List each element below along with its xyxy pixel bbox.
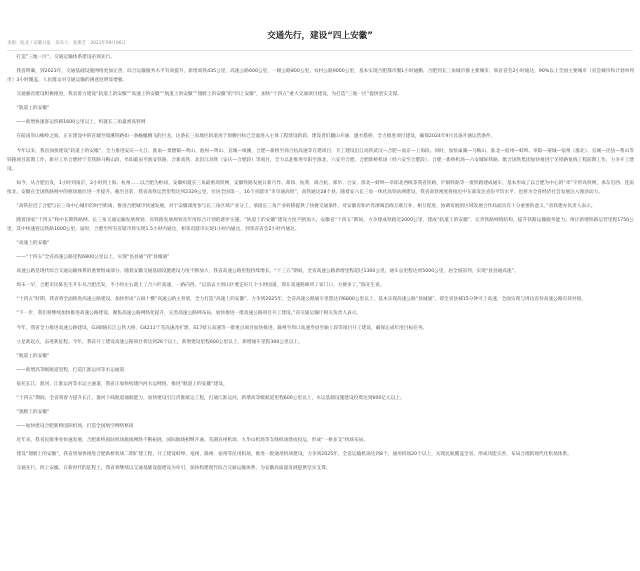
article-paragraph: ——加快建设合肥新桥国际机场，打造全国航空网络枢纽 — [16, 424, 134, 430]
article-paragraph: 我省明确，到2023年，交通基础设施网络更加完善，综合运输服务水平有效提升，新增高铁435公里，高速公路600公里，一级公路800公里，农村公路9000公里，基本实现合肥都市圈1小时通勤，合肥到长三角城市群主要城市、领省省会2小时通达，90%以上全国主要城市（省会城市和计划单列市）3小时覆盖，人民群众对交通运输的满意度明显增强。 — [7, 69, 634, 84]
article-paragraph: “高铁拉近了合肥与长三角中心城市的时空距离，推进合肥城市快速发展，对于安徽深度参与长三角区域产业分工，承接长三角产业转移提供了快捷交通条件，对安徽省和庐苏浙闽沿线互联互补、相互促进、协调发展的区域发展合作局面具有十分重要的意义。”省铁建办负责人表示。 — [16, 203, 596, 209]
meta-source: 来源：皖北 / 安徽日报 — [7, 41, 51, 46]
article-paragraph: 依托长江、淮河、江淮运河等水运主通道，我省正加快构建内河水运网络，推进“航道上的安徽”建设。 — [16, 381, 228, 387]
article-paragraph: 在皖南崇山峻岭之间，正在建设中的宣城至绩溪铁路如一条蜿蜒腾飞的巨龙，这条长三角地区轨道再于锁腰目标已全面进入主体工程建设阶段，建设者们翻山开通、逢水搭桥，全力推进项目建设，确保2024年9月具备开通运营条件。 — [16, 134, 496, 140]
article-paragraph: 交通强省建设积极推进，我省着力建设“轨道上的安徽”“高速上的安徽”“航道上的安徽”“翅膀上的安徽”的“四上安徽”，加快“十四五”重大交通项目建设，为打造“三地一区”提供坚实支撑。 — [16, 92, 402, 98]
article-paragraph: “十四五”期间，全省将着力提升长江、淮河干线航道通航能力，加快建设引江济淮航运工程，打通江淮运河，新增高等级航道里程600公里以上，水运基础设施建设投资达到600亿元以上。 — [16, 395, 405, 401]
article-paragraph: ——新增快速客运铁路1600公里以上，织就长三角最密高铁网 — [16, 120, 146, 126]
meta-date: 2021年09月06日 — [90, 41, 126, 46]
article-paragraph: 周末一早，合肥市民陈先生开车从合肥出发，半小时左右就上了合六叶高速，一路向西。“以前去大别山区要走好几个小时国道，现在高速路修到了家门口，方便多了。”陈先生说。 — [16, 283, 385, 289]
article-paragraph: 立足新起点，奋进新征程。今年，我省开工建设高速公路项目将达到26个以上，新增建设里程600公里以上，新增通车里程300公里以上。 — [16, 339, 303, 345]
article-paragraph: 高速公路是现代综合交通运输体系的重要组成部分。随着安徽交通基础设施建设力度不断加大，我省高速公路里程持续增长。“十三五”期间，全省高速公路新增里程超过1300公里，通车总里程达到5000公里，居全国前列，实现“县县通高速”。 — [16, 269, 519, 275]
title-divider — [7, 50, 633, 51]
article-paragraph: ——“十四五”全省高速公路里程6800公里以上，实现“县县通”到“县城通” — [16, 255, 170, 261]
article-paragraph: 交通先行，四上安徽。在新时代的征程上，我省将继续以交通基础设施建设为牵引，加快构建现代综合交通运输体系，为安徽高质量发展提供坚实支撑。 — [16, 466, 331, 472]
article-paragraph: 如今，从合肥出发，1小时到南京，2小时到上海、杭州……以合肥为枢纽，安徽织就长三角最密高铁网，安徽铁路发展日新月异。郑徐、杭黄、商合杭、郑阜、合安、淮北—蚌埠—阜阳北西线等我省铁路，庐铜铁路等一批铁路建成通车，基本形成了以合肥为中心的“米”字形高铁网，承东启西、连南接北，安徽在全国铁路网中的枢纽地位进一步提升。截至目前，我省高铁运营里程达到2329公里，位居全国第一，16个省辖市“市市通高铁”，高铁通达28个县。随着安六长三角一体化高铁站网建设，我省高铁密度将接近中东部发达省份平均水平，也将为全省经济社会发展注入强劲动力。 — [7, 180, 634, 195]
article-paragraph: “航道上的安徽” — [16, 353, 50, 359]
article-paragraph: “高速上的安徽” — [16, 240, 50, 246]
article-paragraph: ——新增高等级航道里程，打造江淮运河等水运通道 — [16, 367, 125, 373]
article-paragraph: “翅膀上的安徽” — [16, 410, 50, 416]
article-paragraph: 建设“翅膀上的安徽”，我省将加快推进合肥新桥机场二期扩建工程，开工建设蚌埠、亳州、滁州、宿州等民用机场，推进一批通用机场建设。力争到2025年，全省运输机场达到8个，通用机场20个以上，实现民航覆盖全省，形成功能完善、布局合理的现代化机场体系。 — [16, 452, 572, 458]
article-paragraph: “下一步，我们将继续加快推进高速公路建设，聚焦高速公路网络化提升，完善高速公路网布局，加快推进一批高速公路项目开工建设。”省交通运输厅相关负责人表示。 — [16, 311, 362, 317]
article-paragraph: 今年以来，我省加快建设“轨道上的安徽”，全力推进安庆—九江、淮南—景德镇—黄山、池州—黄山、宣城—绩溪、合肥—新桥至商合杭高速等在建项目，开工建设沿江高铁武汉—合肥—南京—上海段。同时，加快巢湖—马鞍山、淮北—宿州—蚌埠、阜阳—蒙城—宿州（淮北）、宣城—泾县—黄山等铁路项目前期工作，新开工阜合肥经宁芜铁路马鞍山段，阜阳临泉至淮安铁路、合新高铁、北沿江高铁（安庆—合肥段）等项目，全力以赴推进阜阳至淮北、六安至合肥、合肥新桥机场（经六安至合肥段）、合肥一新桥机场—六安城际铁路。配合国铁集团加快推进宁芜铁路复线工程前期工作，力争开工建设。 — [7, 148, 634, 172]
article-paragraph: 打造“三地一区”，交通运输体系建设必须先行。 — [16, 55, 115, 60]
article-paragraph: “轨道上的安徽” — [16, 106, 50, 112]
article-body — [7, 53, 634, 479]
article-paragraph: “十四五”时期，我省将全面推进高速公路建设，加快形成“五纵十横”高速公路主骨架，全力打造“高速上的安徽”。力争到2025年，全省高速公路通车里程达到6800公里以上，基本实现高速公路“县城通”，即全省县城15分钟可上高速，全面实现与周边省份高速公路有效对接。 — [16, 297, 586, 303]
article-paragraph: 今年，我省全力推进高速公路建设，G3铜陵长江公铁大桥、G4211宁芜高速改扩建、S17蚌五高速等一批重点项目加快推进，滁州至周口高速寿县至颍上段等项目开工建设，确保完成年度目标任务。 — [16, 325, 428, 331]
article-title: 交通先行，建设“四上安徽” — [267, 31, 373, 41]
article-paragraph: 随着国家“十四五”和中长期铁路网、长三角交通运输发展规划、省铁路发展规划及年度综合计划的逐步实施，“轨道上的安徽”建设力度不断加大。安徽省“十四五”期间，力争建成铁路近2000公里，建成“轨道上的安徽”，完善铁路网络结构，提升铁路运输服务能力。预计新增铁路运营里程1750公里，其中快速客运铁路1600公里。届时，合肥至所有省辖市将实现1.5小时内通达，相邻省辖市实现1小时内通达，到邻省省会2小时内通达。 — [7, 217, 634, 232]
article-paragraph: 近年来，我省民航事业快速发展，合肥新桥国际机场航线网络不断拓展，国际航线相继开通。芜湖宣州机场、九华山机场等支线机场建成投运，形成“一枢多支”机场布局。 — [16, 438, 369, 444]
article-meta — [7, 40, 129, 46]
meta-author: 发布人：张惠芝 — [55, 41, 86, 46]
